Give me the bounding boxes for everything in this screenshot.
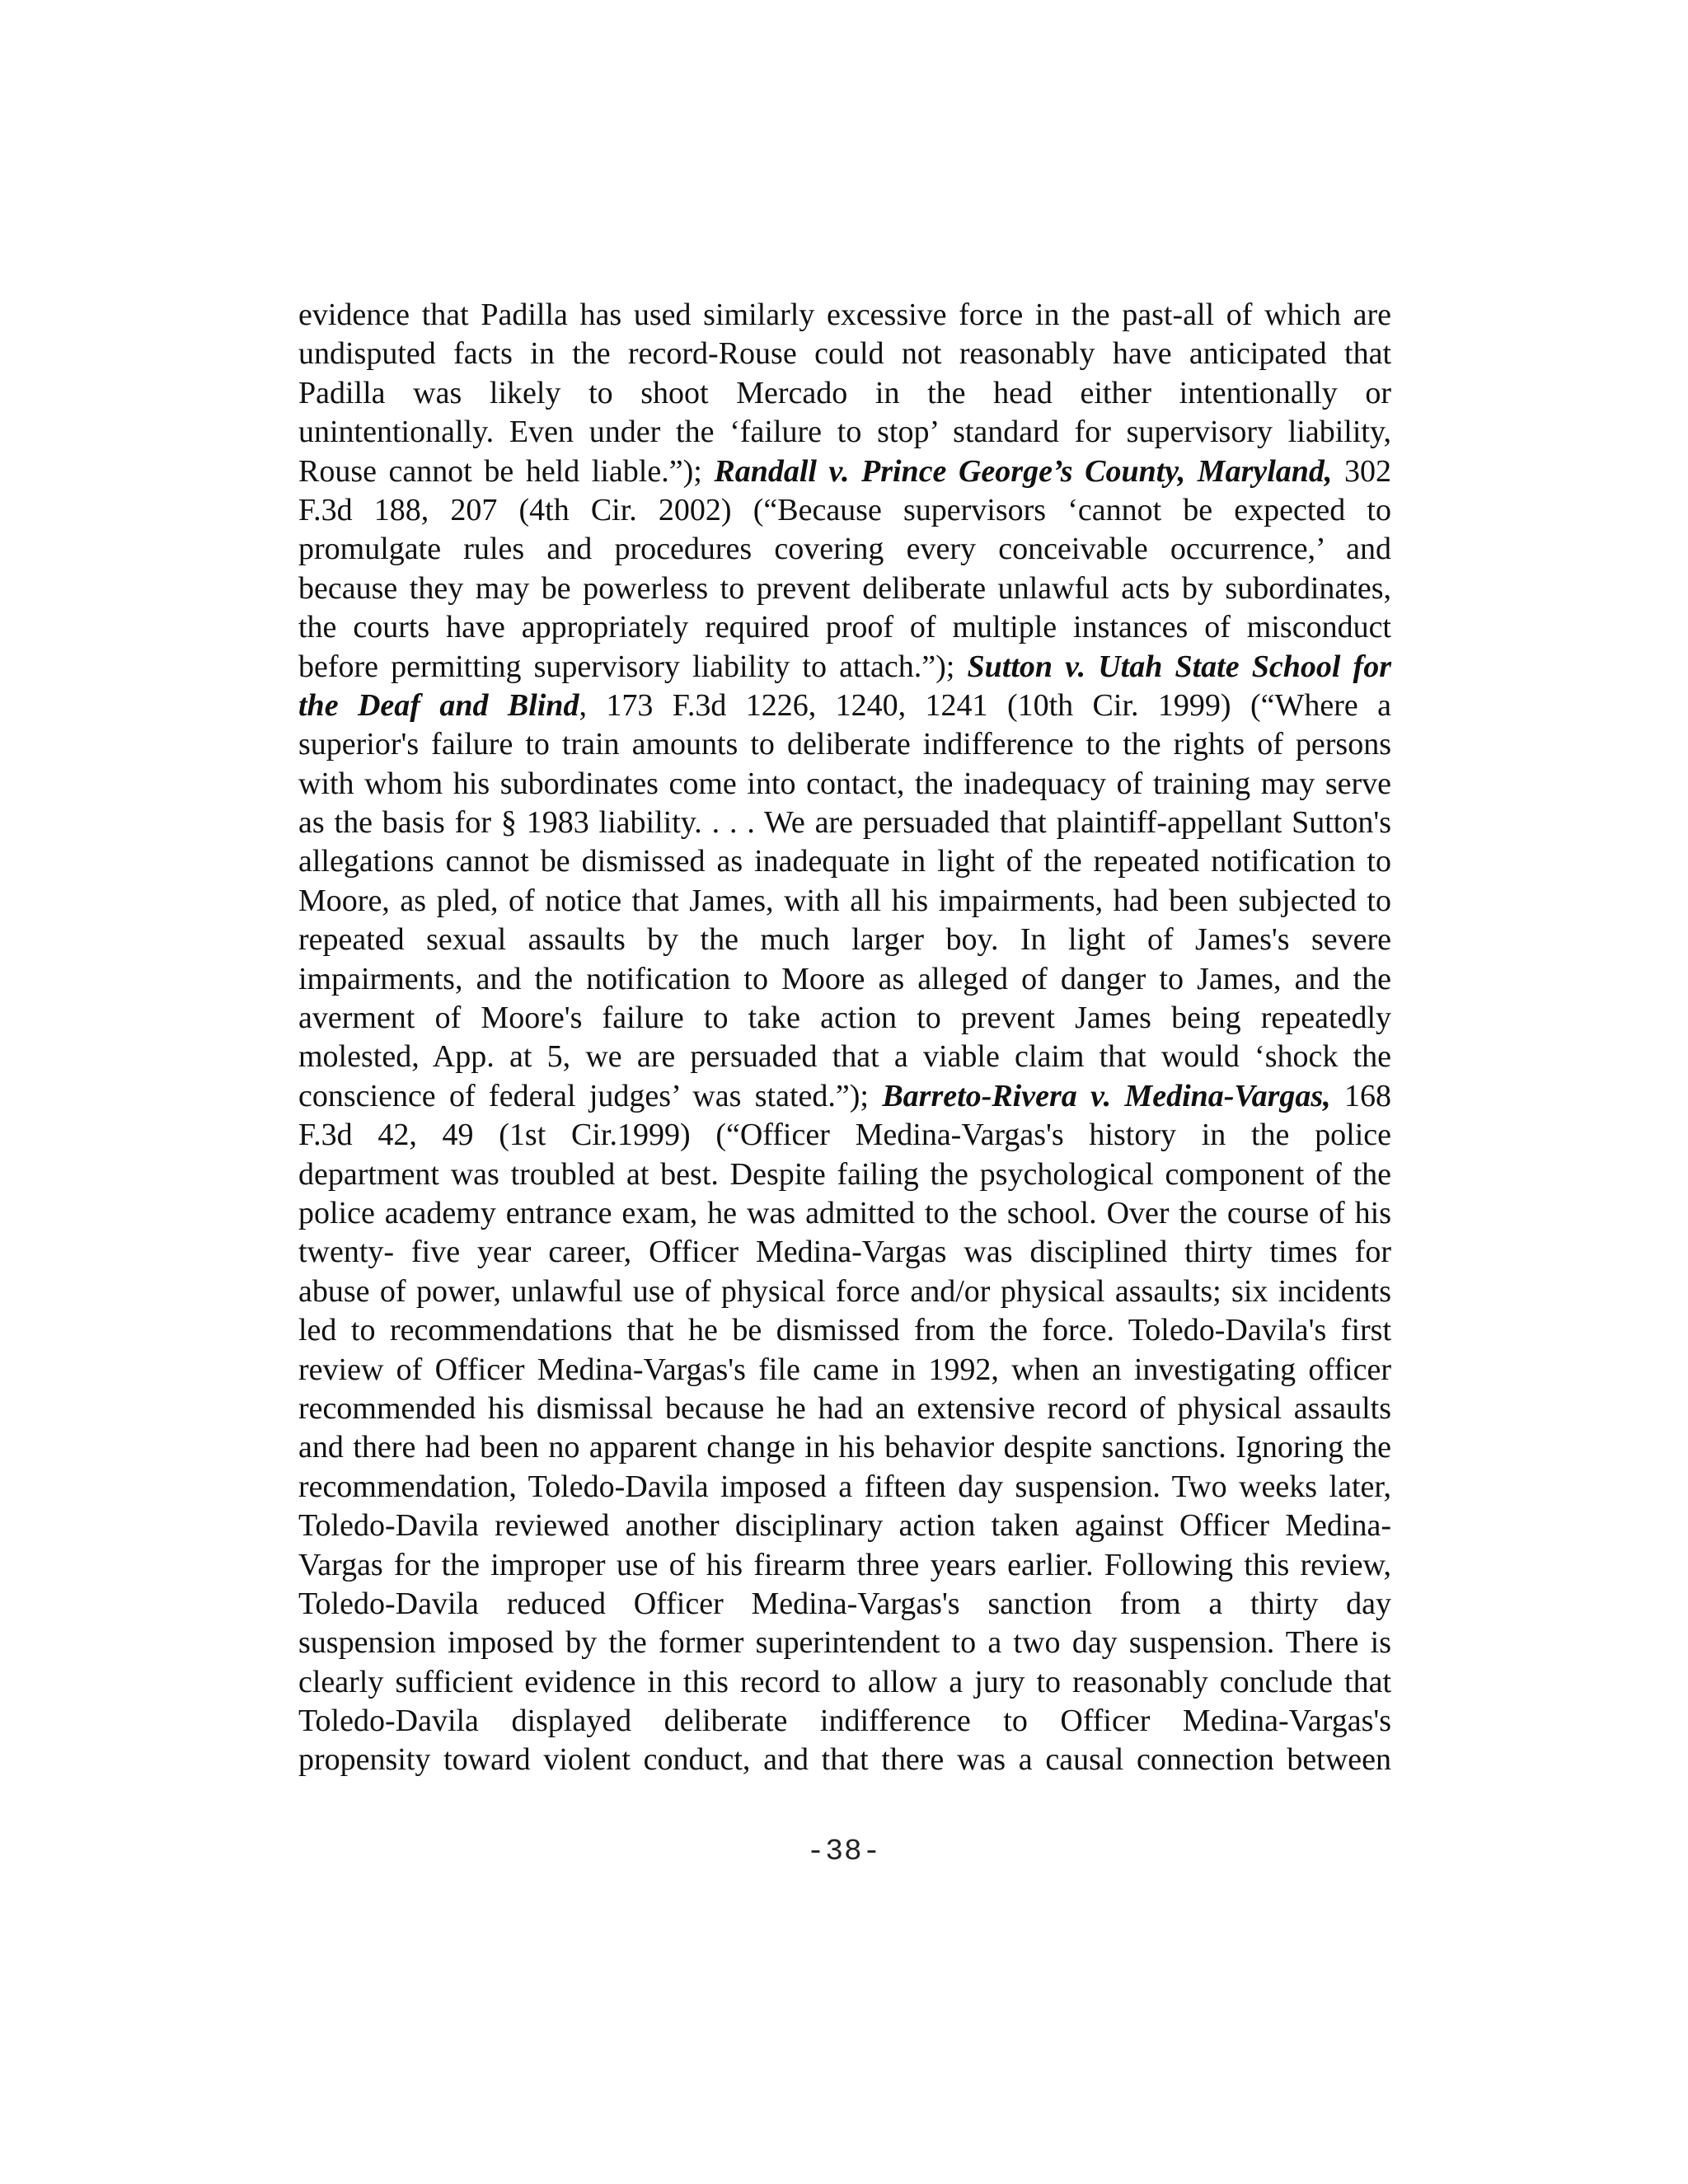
text-line <box>298 608 1391 647</box>
text-segment: recommended his dismissal because he had an extensive record of physical assaults <box>298 1390 1391 1426</box>
text-segment: twenty- five year career, Officer Medina-Vargas was disciplined thirty times for <box>298 1235 1391 1270</box>
text-segment: as the basis for § 1983 liability. . . . We are persuaded that plaintiff-appellant Sutton's <box>298 805 1391 841</box>
page-number: -38- <box>806 1835 882 1868</box>
body-text <box>298 296 1391 1780</box>
text-line <box>298 491 1391 530</box>
text-segment: averment of Moore's failure to take action to prevent James being repeatedly <box>298 1001 1391 1036</box>
text-line <box>298 1624 1391 1662</box>
text-line <box>298 804 1391 842</box>
text-segment: conscience of federal judges’ was stated.”); <box>298 1078 883 1113</box>
text-line <box>298 1702 1391 1741</box>
text-line <box>298 882 1391 921</box>
text-line <box>298 569 1391 608</box>
text-segment: undisputed facts in the record-Rouse could not reasonably have anticipated that <box>298 336 1391 372</box>
text-segment: Moore, as pled, of notice that James, with all his impairments, had been subjected to <box>298 883 1391 918</box>
text-line <box>298 1663 1391 1702</box>
text-segment: , 173 F.3d 1226, 1240, 1241 (10th Cir. 1999) (“Where a <box>579 687 1392 723</box>
text-segment: with whom his subordinates come into contact, the inadequacy of training may serve <box>298 766 1391 801</box>
text-line <box>298 687 1391 725</box>
text-line <box>298 1585 1391 1624</box>
text-line <box>298 1351 1391 1390</box>
text-segment: 302 <box>1332 453 1391 489</box>
text-segment: allegations cannot be dismissed as inadequate in light of the repeated notification to <box>298 844 1391 879</box>
text-line <box>298 1155 1391 1194</box>
text-segment: molested, App. at 5, we are persuaded that a viable claim that would ‘shock the <box>298 1039 1391 1075</box>
text-line <box>298 1311 1391 1350</box>
text-line <box>298 725 1391 764</box>
text-segment: before permitting supervisory liability to attach.”); <box>298 649 968 684</box>
case-citation: the Deaf and Blind <box>298 687 579 723</box>
text-line <box>298 374 1391 413</box>
text-line <box>298 1468 1391 1507</box>
text-segment: superior's failure to train amounts to deliberate indifference to the rights of persons <box>298 727 1391 762</box>
text-line <box>298 842 1391 881</box>
text-segment: Toledo-Davila displayed deliberate indifference to Officer Medina-Vargas's <box>298 1704 1391 1739</box>
text-line <box>298 452 1391 491</box>
text-segment: abuse of power, unlawful use of physical force and/or physical assaults; six incidents <box>298 1273 1391 1309</box>
text-segment: suspension imposed by the former superintendent to a two day suspension. There is <box>298 1625 1391 1661</box>
text-line <box>298 296 1391 335</box>
text-segment: recommendation, Toledo-Davila imposed a fifteen day suspension. Two weeks later, <box>298 1469 1391 1504</box>
text-line <box>298 1428 1391 1467</box>
text-line <box>298 413 1391 452</box>
text-segment: evidence that Padilla has used similarly excessive force in the past-all of which are <box>298 298 1391 332</box>
text-segment: review of Officer Medina-Vargas's file came in 1992, when an investigating officer <box>298 1352 1391 1387</box>
text-line <box>298 1546 1391 1585</box>
text-segment: clearly sufficient evidence in this record to allow a jury to reasonably conclude that <box>298 1664 1391 1699</box>
text-segment: Rouse cannot be held liable.”); <box>298 453 715 489</box>
text-segment: department was troubled at best. Despite failing the psychological component of the <box>298 1156 1391 1192</box>
text-segment: F.3d 188, 207 (4th Cir. 2002) (“Because supervisors ‘cannot be expected to <box>298 492 1391 527</box>
text-line <box>298 1390 1391 1428</box>
text-line <box>298 1741 1391 1779</box>
text-line <box>298 921 1391 959</box>
text-segment: repeated sexual assaults by the much larger boy. In light of James's severe <box>298 922 1391 958</box>
text-segment: Toledo-Davila reduced Officer Medina-Vargas's sanction from a thirty day <box>298 1586 1391 1621</box>
case-citation: Sutton v. Utah State School for <box>967 649 1391 684</box>
text-segment: police academy entrance exam, he was admitted to the school. Over the course of his <box>298 1195 1391 1230</box>
text-line <box>298 1507 1391 1545</box>
text-line <box>298 530 1391 569</box>
text-segment: and there had been no apparent change in his behavior despite sanctions. Ignoring the <box>298 1430 1391 1465</box>
case-citation: Randall v. Prince George’s County, Maryland, <box>714 453 1333 489</box>
text-segment: promulgate rules and procedures covering every conceivable occurrence,’ and <box>298 532 1391 567</box>
text-line <box>298 1233 1391 1272</box>
text-segment: unintentionally. Even under the ‘failure to stop’ standard for supervisory liability, <box>298 415 1391 450</box>
text-line <box>298 765 1391 804</box>
text-line <box>298 1077 1391 1116</box>
case-citation: Barreto-Rivera v. Medina-Vargas, <box>882 1078 1331 1113</box>
text-segment: F.3d 42, 49 (1st Cir.1999) (“Officer Medina-Vargas's history in the police <box>298 1118 1391 1153</box>
text-line <box>298 1038 1391 1076</box>
text-segment: impairments, and the notification to Moore as alleged of danger to James, and the <box>298 961 1391 996</box>
text-line <box>298 999 1391 1038</box>
text-line <box>298 1194 1391 1233</box>
text-line <box>298 1272 1391 1311</box>
text-line <box>298 1116 1391 1155</box>
text-segment: Toledo-Davila reviewed another disciplinary action taken against Officer Medina- <box>298 1508 1391 1544</box>
text-segment: the courts have appropriately required proof of multiple instances of misconduct <box>298 610 1391 645</box>
text-line <box>298 335 1391 373</box>
text-segment: propensity toward violent conduct, and that there was a causal connection between <box>298 1742 1391 1778</box>
text-line <box>298 960 1391 999</box>
text-segment: because they may be powerless to prevent deliberate unlawful acts by subordinates, <box>298 570 1391 606</box>
text-segment: led to recommendations that he be dismissed from the force. Toledo-Davila's first <box>298 1313 1391 1348</box>
text-segment: Padilla was likely to shoot Mercado in the head either intentionally or <box>298 375 1391 410</box>
text-line <box>298 648 1391 687</box>
text-segment: Vargas for the improper use of his firearm three years earlier. Following this review, <box>298 1547 1391 1582</box>
text-segment: 168 <box>1330 1078 1392 1113</box>
